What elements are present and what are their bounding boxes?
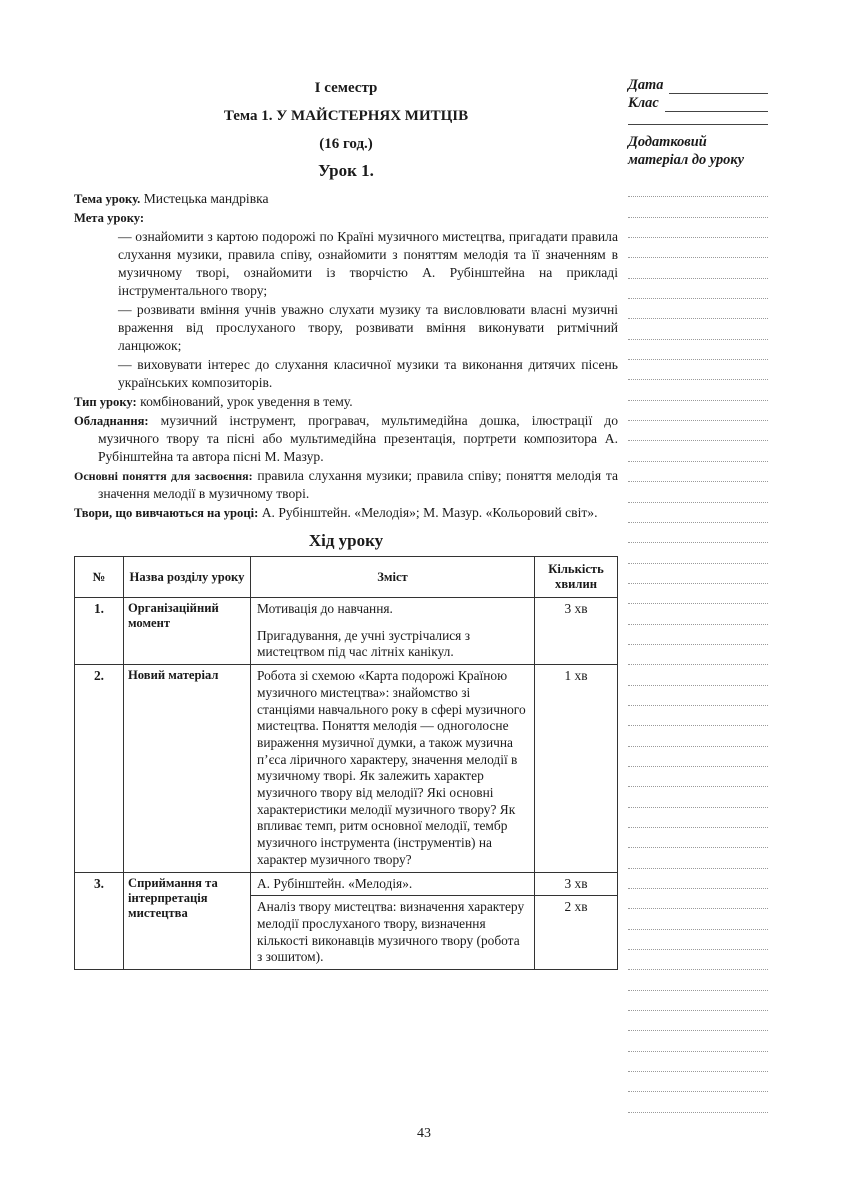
- note-line: [628, 665, 768, 685]
- note-line: [628, 279, 768, 299]
- semester-heading: І семестр: [314, 80, 378, 96]
- note-line: [628, 218, 768, 238]
- note-line: [628, 1031, 768, 1051]
- page-number: 43: [417, 1126, 431, 1141]
- goal-label: Мета уроку:: [74, 211, 145, 225]
- class-label: Клас: [628, 95, 659, 111]
- class-field: [628, 94, 768, 112]
- note-line: [628, 909, 768, 929]
- note-line: [628, 726, 768, 746]
- course-heading: Хід уроку: [308, 531, 384, 550]
- note-line: [628, 747, 768, 767]
- row-section: Новий матеріал: [124, 665, 251, 872]
- row-num: 2.: [75, 665, 124, 872]
- sidebar-divider: [628, 124, 768, 125]
- table-header-row: [75, 557, 618, 598]
- note-line: [628, 564, 768, 584]
- class-line: [665, 99, 768, 112]
- lesson-type-value: комбінований, урок уведення в тему.: [140, 394, 353, 409]
- goal-item: — розвивати вміння учнів уважно слухати музику та висловлювати власні музичні враження від прослуханого твору, розвивати вміння виконувати ритмічний ланцюжок;: [118, 302, 618, 353]
- row-section: Організаційний момент: [124, 598, 251, 665]
- content-paragraph: Мотивація до навчання.: [257, 601, 393, 616]
- equipment-label: Обладнання:: [74, 414, 149, 428]
- goal-item: — виховувати інтерес до слухання класичної музики та виконання дитячих пісень українських композиторів.: [118, 357, 618, 390]
- note-line: [628, 340, 768, 360]
- note-line: [628, 991, 768, 1011]
- row-content: Аналіз твору мистецтва: визначення характеру мелодії прослуханого твору, визначення кількості виконавців музичного твору (робота з зошитом).: [251, 896, 535, 970]
- concepts-label: Основні поняття для засвоєння:: [74, 469, 253, 483]
- note-line: [628, 950, 768, 970]
- works-label: Твори, що вивчаються на уроці:: [74, 506, 259, 520]
- content-paragraph: Робота зі схемою «Карта подорожі Країною музичного мистецтва»: знайомство зі станціями навчального року в сфері музичного мистецтва. Поняття мелодія — одноголосне вираження музичної думки, а також музична п’єса ліричного характеру, значення мелодії в музичному творі. Як залежить характер музичного твору від мелодії? Які основні характеристики мелодії музичного твору? Як впливає темп, ритм основної мелодії, тембр музичного інструмента (інструментів) на характер музичного твору?: [257, 668, 526, 867]
- date-line: [669, 81, 768, 94]
- notes-sidebar: [628, 76, 768, 1113]
- main-column: [74, 78, 618, 970]
- note-line: [628, 299, 768, 319]
- note-line: [628, 767, 768, 787]
- lesson-topic-label: Тема уроку.: [74, 192, 141, 206]
- date-label: Дата: [628, 77, 664, 93]
- goal-item: — ознайомити з картою подорожі по Країні музичного мистецтва, пригадати правила слухання музики, правила співу, ознайомити з поняттям мелодія та її значенням в музичному творі, ознайомити із творчістю А. Рубінштейна на прикладі інструментального твору;: [118, 229, 618, 298]
- note-line: [628, 523, 768, 543]
- note-line: [628, 1072, 768, 1092]
- equipment-field: [74, 412, 618, 466]
- lesson-info: [74, 190, 618, 522]
- topic-heading: Тема 1. У МАЙСТЕРНЯХ МИТЦІВ: [223, 108, 469, 124]
- lesson-plan-table: [74, 556, 618, 970]
- concepts-value: правила слухання музики; правила співу; поняття мелодія та значення мелодії в музичному творі.: [98, 468, 618, 501]
- table-row: [75, 665, 618, 872]
- note-line: [628, 258, 768, 278]
- equipment-value: музичний інструмент, програвач, мультимедійна дошка, ілюстрації до музичного твору та пісні або мультимедійна презентація, портрети композитора А. Рубінштейна та автора пісні М. Мазур.: [98, 413, 618, 464]
- header-num: №: [75, 557, 124, 598]
- row-minutes: 3 хв: [535, 598, 618, 665]
- extra-material-title: Додатковий матеріал до уроку: [628, 134, 745, 168]
- note-line: [628, 462, 768, 482]
- row-section: Сприймання та інтерпретація мистецтва: [124, 872, 251, 970]
- note-line: [628, 970, 768, 990]
- note-line: [628, 584, 768, 604]
- row-minutes: 2 хв: [535, 896, 618, 970]
- lesson-heading: Урок 1.: [318, 161, 374, 180]
- note-line: [628, 869, 768, 889]
- note-line: [628, 380, 768, 400]
- note-line: [628, 197, 768, 217]
- date-field: [628, 76, 768, 94]
- note-line: [628, 604, 768, 624]
- row-minutes: 3 хв: [535, 872, 618, 896]
- table-row: [75, 598, 618, 665]
- works-field: [74, 504, 618, 522]
- note-line: [628, 401, 768, 421]
- header-minutes: Кількість хвилин: [535, 557, 618, 598]
- lesson-type-label: Тип уроку:: [74, 395, 137, 409]
- goal-field: [74, 209, 618, 227]
- note-line: [628, 625, 768, 645]
- note-line: [628, 543, 768, 563]
- notes-lines: [628, 177, 768, 1113]
- note-line: [628, 706, 768, 726]
- lesson-topic-value: Мистецька мандрівка: [143, 191, 269, 206]
- lesson-type-field: [74, 393, 618, 411]
- note-line: [628, 787, 768, 807]
- note-line: [628, 686, 768, 706]
- row-content: [251, 665, 535, 872]
- header-content: Зміст: [251, 557, 535, 598]
- note-line: [628, 421, 768, 441]
- hours-heading: (16 год.): [319, 136, 373, 152]
- table-row: [75, 872, 618, 896]
- lesson-topic-field: [74, 190, 618, 208]
- note-line: [628, 645, 768, 665]
- row-num: 3.: [75, 872, 124, 970]
- note-line: [628, 889, 768, 909]
- works-value: А. Рубінштейн. «Мелодія»; М. Мазур. «Кольоровий світ».: [261, 505, 598, 520]
- note-line: [628, 441, 768, 461]
- note-line: [628, 1052, 768, 1072]
- note-line: [628, 503, 768, 523]
- note-line: [628, 808, 768, 828]
- note-line: [628, 930, 768, 950]
- note-line: [628, 828, 768, 848]
- note-line: [628, 319, 768, 339]
- row-minutes: 1 хв: [535, 665, 618, 872]
- note-line: [628, 238, 768, 258]
- header-section: Назва розділу уроку: [124, 557, 251, 598]
- note-line: [628, 482, 768, 502]
- row-content: [251, 598, 535, 665]
- note-line: [628, 177, 768, 197]
- note-line: [628, 1092, 768, 1112]
- note-line: [628, 848, 768, 868]
- content-paragraph: Пригадування, де учні зустрічалися з мистецтвом під час літніх канікул.: [257, 627, 470, 660]
- row-num: 1.: [75, 598, 124, 665]
- row-content: А. Рубінштейн. «Мелодія».: [251, 872, 535, 896]
- note-line: [628, 1011, 768, 1031]
- concepts-field: [74, 467, 618, 503]
- note-line: [628, 360, 768, 380]
